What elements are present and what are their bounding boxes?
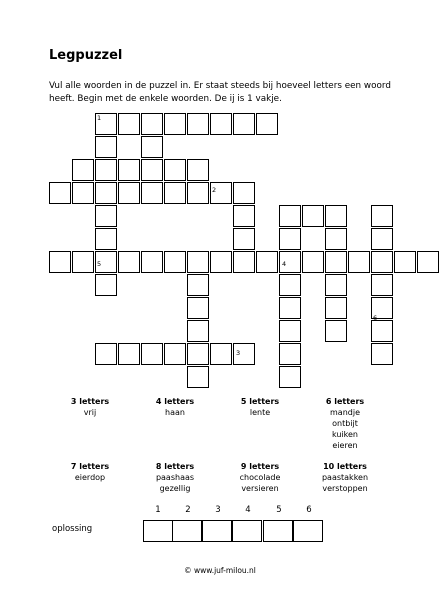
grid-cell[interactable] bbox=[95, 159, 117, 181]
solution-cell[interactable] bbox=[263, 520, 293, 542]
grid-number: 3 bbox=[236, 349, 241, 357]
word-list-5 bbox=[215, 396, 305, 418]
word-list-item: vrij bbox=[83, 408, 97, 417]
grid-cell[interactable] bbox=[279, 205, 301, 227]
grid-cell[interactable] bbox=[118, 113, 140, 135]
grid-cell[interactable] bbox=[256, 113, 278, 135]
solution-number: 6 bbox=[306, 505, 312, 515]
word-list-header: 8 letters bbox=[155, 462, 195, 471]
word-list-header: 10 letters bbox=[323, 462, 367, 471]
solution-number: 1 bbox=[155, 505, 161, 515]
grid-cell[interactable] bbox=[72, 159, 94, 181]
grid-cell[interactable] bbox=[394, 251, 416, 273]
grid-cell[interactable] bbox=[348, 251, 370, 273]
word-list-item: paashaas bbox=[155, 473, 195, 482]
grid-cell[interactable] bbox=[371, 343, 393, 365]
grid-cell[interactable] bbox=[95, 228, 117, 250]
grid-cell[interactable] bbox=[141, 343, 163, 365]
grid-cell[interactable] bbox=[210, 251, 232, 273]
word-list-item: paastakken bbox=[321, 473, 369, 482]
grid-number: 1 bbox=[97, 114, 102, 122]
grid-cell[interactable] bbox=[279, 274, 301, 296]
grid-cell[interactable] bbox=[95, 205, 117, 227]
grid-cell[interactable] bbox=[279, 320, 301, 342]
grid-cell[interactable] bbox=[371, 251, 393, 273]
grid-cell[interactable] bbox=[72, 251, 94, 273]
word-list-header: 5 letters bbox=[240, 397, 280, 406]
grid-cell[interactable] bbox=[95, 274, 117, 296]
word-list-4 bbox=[130, 396, 220, 418]
word-list-item: lente bbox=[249, 408, 271, 417]
grid-cell[interactable] bbox=[187, 251, 209, 273]
grid-cell[interactable] bbox=[49, 182, 71, 204]
solution-cell[interactable] bbox=[143, 520, 173, 542]
grid-cell[interactable] bbox=[187, 297, 209, 319]
grid-cell[interactable] bbox=[141, 113, 163, 135]
grid-cell[interactable] bbox=[164, 251, 186, 273]
word-list-item: versieren bbox=[241, 484, 279, 493]
grid-cell[interactable] bbox=[49, 251, 71, 273]
grid-cell[interactable] bbox=[233, 182, 255, 204]
grid-cell[interactable] bbox=[325, 228, 347, 250]
solution-cell[interactable] bbox=[232, 520, 262, 542]
grid-cell[interactable] bbox=[187, 320, 209, 342]
grid-cell[interactable] bbox=[141, 159, 163, 181]
grid-cell[interactable] bbox=[95, 136, 117, 158]
word-list-header: 3 letters bbox=[70, 397, 110, 406]
word-list-header: 4 letters bbox=[155, 397, 195, 406]
grid-cell[interactable] bbox=[118, 159, 140, 181]
grid-cell[interactable] bbox=[118, 343, 140, 365]
grid-cell[interactable] bbox=[325, 251, 347, 273]
page-title: Legpuzzel bbox=[49, 48, 123, 63]
word-list-header: 9 letters bbox=[240, 462, 280, 471]
grid-cell[interactable] bbox=[141, 182, 163, 204]
word-list-item: verstoppen bbox=[322, 484, 368, 493]
word-list-item: chocolade bbox=[239, 473, 281, 482]
grid-cell[interactable] bbox=[256, 251, 278, 273]
grid-cell[interactable] bbox=[95, 343, 117, 365]
grid-cell[interactable] bbox=[164, 159, 186, 181]
grid-cell[interactable] bbox=[279, 366, 301, 388]
word-list-item: haan bbox=[165, 408, 185, 417]
grid-cell[interactable] bbox=[233, 251, 255, 273]
grid-cell[interactable] bbox=[164, 113, 186, 135]
grid-number: 6 bbox=[373, 314, 378, 322]
solution-cell[interactable] bbox=[293, 520, 323, 542]
grid-cell[interactable] bbox=[417, 251, 439, 273]
word-list-7 bbox=[45, 461, 135, 483]
word-list-header: 7 letters bbox=[70, 462, 110, 471]
solution-number: 4 bbox=[245, 505, 251, 515]
grid-cell[interactable] bbox=[187, 274, 209, 296]
word-list-item: ontbijt bbox=[332, 419, 358, 428]
word-list-8 bbox=[130, 461, 220, 494]
grid-cell[interactable] bbox=[325, 274, 347, 296]
grid-cell[interactable] bbox=[187, 159, 209, 181]
grid-cell[interactable] bbox=[302, 251, 324, 273]
word-list-item: kuiken bbox=[331, 430, 359, 439]
grid-cell[interactable] bbox=[187, 113, 209, 135]
word-list-3 bbox=[45, 396, 135, 418]
grid-cell[interactable] bbox=[302, 205, 324, 227]
grid-cell[interactable] bbox=[72, 182, 94, 204]
solution-cell[interactable] bbox=[202, 520, 232, 542]
grid-cell[interactable] bbox=[279, 297, 301, 319]
grid-cell[interactable] bbox=[233, 228, 255, 250]
grid-cell[interactable] bbox=[164, 182, 186, 204]
grid-cell[interactable] bbox=[210, 113, 232, 135]
word-list-item: mandje bbox=[330, 408, 360, 417]
grid-cell[interactable] bbox=[187, 343, 209, 365]
word-list-6 bbox=[300, 396, 390, 451]
grid-cell[interactable] bbox=[187, 366, 209, 388]
footer-copyright: © www.juf-milou.nl bbox=[184, 566, 256, 575]
grid-cell[interactable] bbox=[325, 205, 347, 227]
grid-number: 5 bbox=[97, 260, 102, 268]
grid-cell[interactable] bbox=[371, 228, 393, 250]
solution-number: 2 bbox=[185, 505, 191, 515]
grid-cell[interactable] bbox=[233, 205, 255, 227]
solution-label: oplossing bbox=[52, 524, 93, 534]
word-list-item: eierdop bbox=[74, 473, 106, 482]
solution-number: 3 bbox=[215, 505, 221, 515]
word-list-header: 6 letters bbox=[325, 397, 365, 406]
grid-cell[interactable] bbox=[141, 251, 163, 273]
instructions: Vul alle woorden in de puzzel in. Er staat steeds bij hoeveel letters een woord heeft. Begin met de enkele woorden. De ij is 1 vakje. bbox=[49, 81, 391, 104]
grid-cell[interactable] bbox=[325, 320, 347, 342]
grid-cell[interactable] bbox=[371, 274, 393, 296]
grid-cell[interactable] bbox=[371, 205, 393, 227]
grid-cell[interactable] bbox=[118, 251, 140, 273]
grid-number: 4 bbox=[282, 260, 287, 268]
grid-number: 2 bbox=[212, 186, 217, 194]
grid-cell[interactable] bbox=[164, 343, 186, 365]
solution-cell[interactable] bbox=[172, 520, 202, 542]
grid-cell[interactable] bbox=[371, 320, 393, 342]
grid-cell[interactable] bbox=[118, 182, 140, 204]
grid-cell[interactable] bbox=[279, 228, 301, 250]
word-list-item: gezellig bbox=[159, 484, 191, 493]
grid-cell[interactable] bbox=[325, 297, 347, 319]
grid-cell[interactable] bbox=[187, 182, 209, 204]
word-list-10 bbox=[300, 461, 390, 494]
solution-number: 5 bbox=[276, 505, 282, 515]
grid-cell[interactable] bbox=[279, 343, 301, 365]
word-list-item: eieren bbox=[332, 441, 358, 450]
grid-cell[interactable] bbox=[233, 113, 255, 135]
grid-cell[interactable] bbox=[210, 343, 232, 365]
grid-cell[interactable] bbox=[95, 182, 117, 204]
grid-cell[interactable] bbox=[141, 136, 163, 158]
word-list-9 bbox=[215, 461, 305, 494]
